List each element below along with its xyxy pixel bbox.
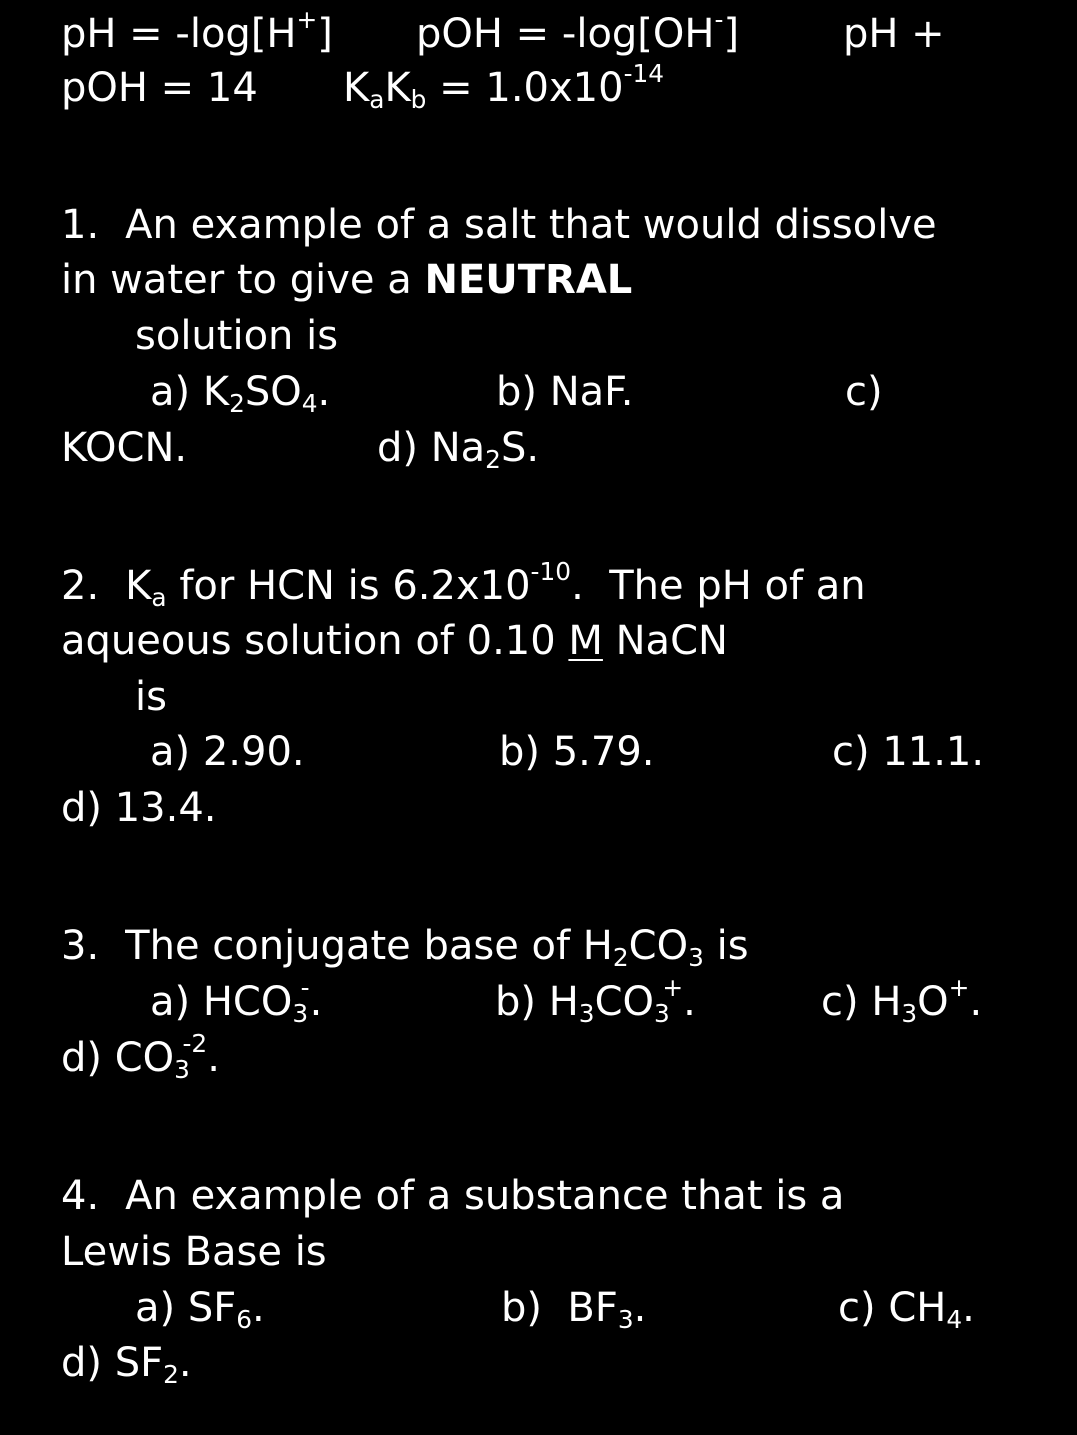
q2-option-d[interactable]: d) 13.4. (61, 785, 217, 831)
q4-option-c[interactable] (838, 1285, 975, 1334)
poh-eq: = -log[OH (502, 11, 715, 57)
q1-option-c[interactable]: c) (845, 369, 883, 415)
q1-option-d[interactable] (377, 425, 540, 474)
q2-stem-end: . The pH of an (571, 563, 866, 609)
q2-option-a[interactable]: a) 2.90. (150, 729, 305, 775)
q4-d-label: d) SF (61, 1340, 164, 1386)
q4-c-label: c) CH (838, 1285, 947, 1331)
q3-stem-pre: The conjugate base of H (125, 923, 613, 969)
q3-b-sup: + (662, 973, 684, 1003)
q2-stem-line1 (61, 557, 866, 612)
q3-b-sub1: 3 (578, 998, 595, 1028)
q1-option-b[interactable]: b) NaF. (496, 369, 634, 415)
q4-stem-line2: Lewis Base is (61, 1229, 327, 1275)
q1-neutral-emphasis: NEUTRAL (424, 257, 633, 303)
q3-stem-end: is (703, 923, 749, 969)
q3-a-label: a) HCO (150, 979, 293, 1025)
q3-number: 3. (61, 923, 100, 969)
q2-stem-text2: aqueous solution of 0.10 (61, 618, 569, 664)
q3-b-label: b) H (495, 979, 579, 1025)
q3-option-a[interactable] (150, 973, 323, 1028)
q4-b-label: b) BF (501, 1285, 618, 1331)
poh-formula (416, 5, 740, 57)
q4-b-end: . (633, 1285, 647, 1331)
q4-stem-line1 (61, 1173, 845, 1219)
q4-number: 4. (61, 1173, 100, 1219)
q3-c-label: c) H (821, 979, 902, 1025)
q3-a-sub: 3 (292, 998, 309, 1028)
q1-d-end: S. (500, 425, 540, 471)
q1-stem-text2: in water to give a (61, 257, 425, 303)
kb-subscript: b (410, 84, 427, 114)
q1-a-mid: SO (244, 369, 302, 415)
q4-a-label: a) SF (135, 1285, 237, 1331)
kakb-exponent: -14 (623, 59, 665, 89)
q1-stem-line1 (61, 202, 937, 248)
ph-sum-start: pH + (843, 11, 945, 57)
q1-a-end: . (317, 369, 331, 415)
q3-sub1: 2 (612, 942, 629, 972)
q2-exponent: -10 (530, 557, 572, 587)
q4-a-sub: 6 (236, 1304, 253, 1334)
q2-stem-line3: is (135, 674, 167, 720)
q3-option-d[interactable] (61, 1029, 220, 1084)
ph-lhs: pH (61, 11, 117, 57)
q1-d-label: d) Na (377, 425, 486, 471)
oh-ion-charge: - (714, 5, 724, 35)
ka-subscript: a (369, 84, 385, 114)
q1-a-sub2: 4 (301, 388, 318, 418)
q4-b-sub: 3 (617, 1304, 634, 1334)
kb-symbol: K (384, 65, 411, 111)
poh-lhs: pOH (416, 11, 503, 57)
q3-c-sup: + (948, 973, 970, 1003)
q3-d-end: . (207, 1035, 220, 1081)
q1-stem-line2 (61, 257, 633, 303)
q2-stem-post: NaCN (602, 618, 728, 664)
q1-a-label: a) K (150, 369, 230, 415)
q3-b-end: . (683, 979, 696, 1025)
q3-d-sub: 3 (174, 1054, 190, 1084)
q1-a-sub1: 2 (229, 388, 245, 418)
q3-a-sup: - (300, 973, 310, 1003)
q3-b-mid: CO (594, 979, 654, 1025)
q3-d-sup: -2 (182, 1029, 208, 1059)
poh-close: ] (723, 11, 740, 57)
q2-ka-subscript: a (151, 582, 167, 612)
q3-c-mid: O (917, 979, 949, 1025)
q4-option-b[interactable] (501, 1285, 647, 1334)
q4-stem-text1: An example of a substance that is a (125, 1173, 845, 1219)
h-ion-charge: + (296, 5, 318, 35)
q3-d-label: d) CO (61, 1035, 175, 1081)
q3-b-sub2: 3 (654, 998, 670, 1028)
molarity-unit: M (568, 618, 603, 664)
q3-stem-mid: CO (628, 923, 689, 969)
q3-a-end: . (309, 979, 323, 1025)
ka-symbol: K (343, 65, 370, 111)
q1-stem-line3: solution is (135, 313, 339, 359)
ph-formula (61, 5, 333, 57)
q1-option-a[interactable] (150, 369, 331, 418)
q2-option-c[interactable]: c) 11.1. (832, 729, 985, 775)
q3-sub2: 3 (688, 942, 704, 972)
kakb-eq: = 1.0x10 (426, 65, 624, 111)
q4-option-a[interactable] (135, 1285, 265, 1334)
q3-c-sub1: 3 (901, 998, 918, 1028)
q4-d-sub: 2 (163, 1359, 179, 1389)
q4-option-d[interactable] (61, 1340, 192, 1389)
q1-stem-text1: An example of a salt that would dissolve (125, 202, 937, 248)
q4-c-end: . (962, 1285, 975, 1331)
q3-option-b[interactable] (495, 973, 696, 1028)
q4-a-end: . (252, 1285, 265, 1331)
q2-stem-line2 (61, 618, 728, 664)
q1-number: 1. (61, 202, 100, 248)
q4-c-sub: 4 (946, 1304, 963, 1334)
q3-stem-line1 (61, 923, 749, 972)
kakb-formula (343, 59, 665, 114)
q2-ka-symbol: K (125, 563, 152, 609)
q1-d-sub1: 2 (485, 444, 501, 474)
ph-close: ] (317, 11, 333, 57)
ph-sum-end: pOH = 14 (61, 65, 258, 111)
ph-eq: = -log[H (116, 11, 297, 57)
q1-option-c-cont[interactable]: KOCN. (61, 425, 188, 471)
q4-d-end: . (178, 1340, 192, 1386)
q3-option-c[interactable] (821, 973, 983, 1028)
q2-stem-mid: for HCN is 6.2x10 (166, 563, 531, 609)
q2-number: 2. (61, 563, 100, 609)
q3-c-end: . (969, 979, 983, 1025)
q2-option-b[interactable]: b) 5.79. (499, 729, 655, 775)
